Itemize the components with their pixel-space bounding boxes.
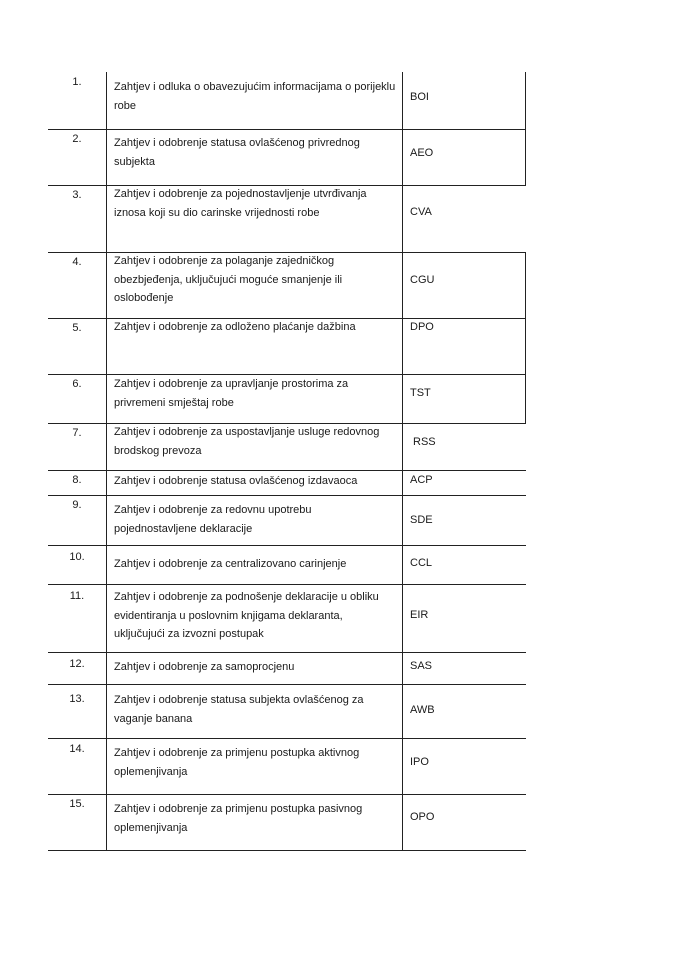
row-number: 2. <box>72 133 82 145</box>
row-code: BOI <box>410 91 429 103</box>
row-number: 15. <box>69 798 85 810</box>
row-code: DPO <box>410 321 434 333</box>
row-description: Zahtjev i odluka o obavezujućim informacijama o porijeklu robe <box>114 81 396 112</box>
row-number: 11. <box>69 590 85 602</box>
row-number: 6. <box>72 378 82 390</box>
table-line-row <box>48 684 526 685</box>
row-number: 12. <box>69 658 85 670</box>
row-code: CCL <box>410 557 433 569</box>
row-description: Zahtjev i odobrenje za primjenu postupka pasivnog oplemenjivanja <box>114 803 363 834</box>
row-code: CGU <box>410 274 435 286</box>
row-number: 10. <box>69 551 85 563</box>
row-description: Zahtjev i odobrenje za samoprocjenu <box>114 661 295 673</box>
row-code: ACP <box>410 474 433 486</box>
row-code: IPO <box>410 756 429 768</box>
row-code: AWB <box>410 704 435 716</box>
table-line-row <box>48 738 526 739</box>
row-description: Zahtjev i odobrenje za primjenu postupka aktivnog oplemenjivanja <box>114 747 360 778</box>
row-code: CVA <box>410 206 432 218</box>
row-description: Zahtjev i odobrenje za upravljanje prostorima za privremeni smještaj robe <box>114 378 349 409</box>
row-code: RSS <box>413 436 436 448</box>
table-line-right <box>525 252 526 423</box>
row-code: OPO <box>410 811 435 823</box>
table-line-row <box>48 495 526 496</box>
row-description: Zahtjev i odobrenje statusa ovlašćenog izdavaoca <box>114 475 358 487</box>
table-line-col2 <box>402 72 403 851</box>
table-line-row <box>48 794 526 795</box>
row-code: SAS <box>410 660 433 672</box>
row-description: Zahtjev i odobrenje za redovnu upotrebu pojednostavljene deklaracije <box>114 504 312 535</box>
row-description: Zahtjev i odobrenje za polaganje zajedničkog obezbjeđenja, uključujući moguće smanjenje ili oslobođenje <box>114 255 343 304</box>
row-number: 1. <box>72 76 82 88</box>
row-number: 3. <box>72 189 82 201</box>
table-line-row <box>48 652 526 653</box>
table-line-row <box>48 545 526 546</box>
row-description: Zahtjev i odobrenje za uspostavljanje usluge redovnog brodskog prevoza <box>114 426 380 457</box>
table-line-row <box>48 470 526 471</box>
row-description: Zahtjev i odobrenje za pojednostavljenje utvrđivanja iznosa koji su dio carinske vrijednosti robe <box>114 188 367 219</box>
row-number: 9. <box>72 499 82 511</box>
table-line-bottom <box>48 850 526 851</box>
row-number: 5. <box>72 322 82 334</box>
row-number: 13. <box>69 693 85 705</box>
row-description: Zahtjev i odobrenje statusa ovlašćenog privrednog subjekta <box>114 137 360 168</box>
row-code: EIR <box>410 609 429 621</box>
row-description: Zahtjev i odobrenje za centralizovano carinjenje <box>114 558 347 570</box>
row-description: Zahtjev i odobrenje za odloženo plaćanje dažbina <box>114 321 356 333</box>
table-line-col1 <box>106 72 107 851</box>
row-description: Zahtjev i odobrenje statusa subjekta ovlašćenog za vaganje banana <box>114 694 364 725</box>
row-description: Zahtjev i odobrenje za podnošenje deklaracije u obliku evidentiranja u poslovnim knjigama deklaranta, uključujući za izvozni postupak <box>114 591 379 640</box>
row-number: 14. <box>69 743 85 755</box>
row-code: AEO <box>410 147 434 159</box>
row-code: SDE <box>410 514 433 526</box>
row-number: 8. <box>72 474 82 486</box>
table-line-row <box>48 129 526 130</box>
row-number: 4. <box>72 256 82 268</box>
row-code: TST <box>410 387 431 399</box>
table-line-row <box>48 584 526 585</box>
row-number: 7. <box>72 427 82 439</box>
